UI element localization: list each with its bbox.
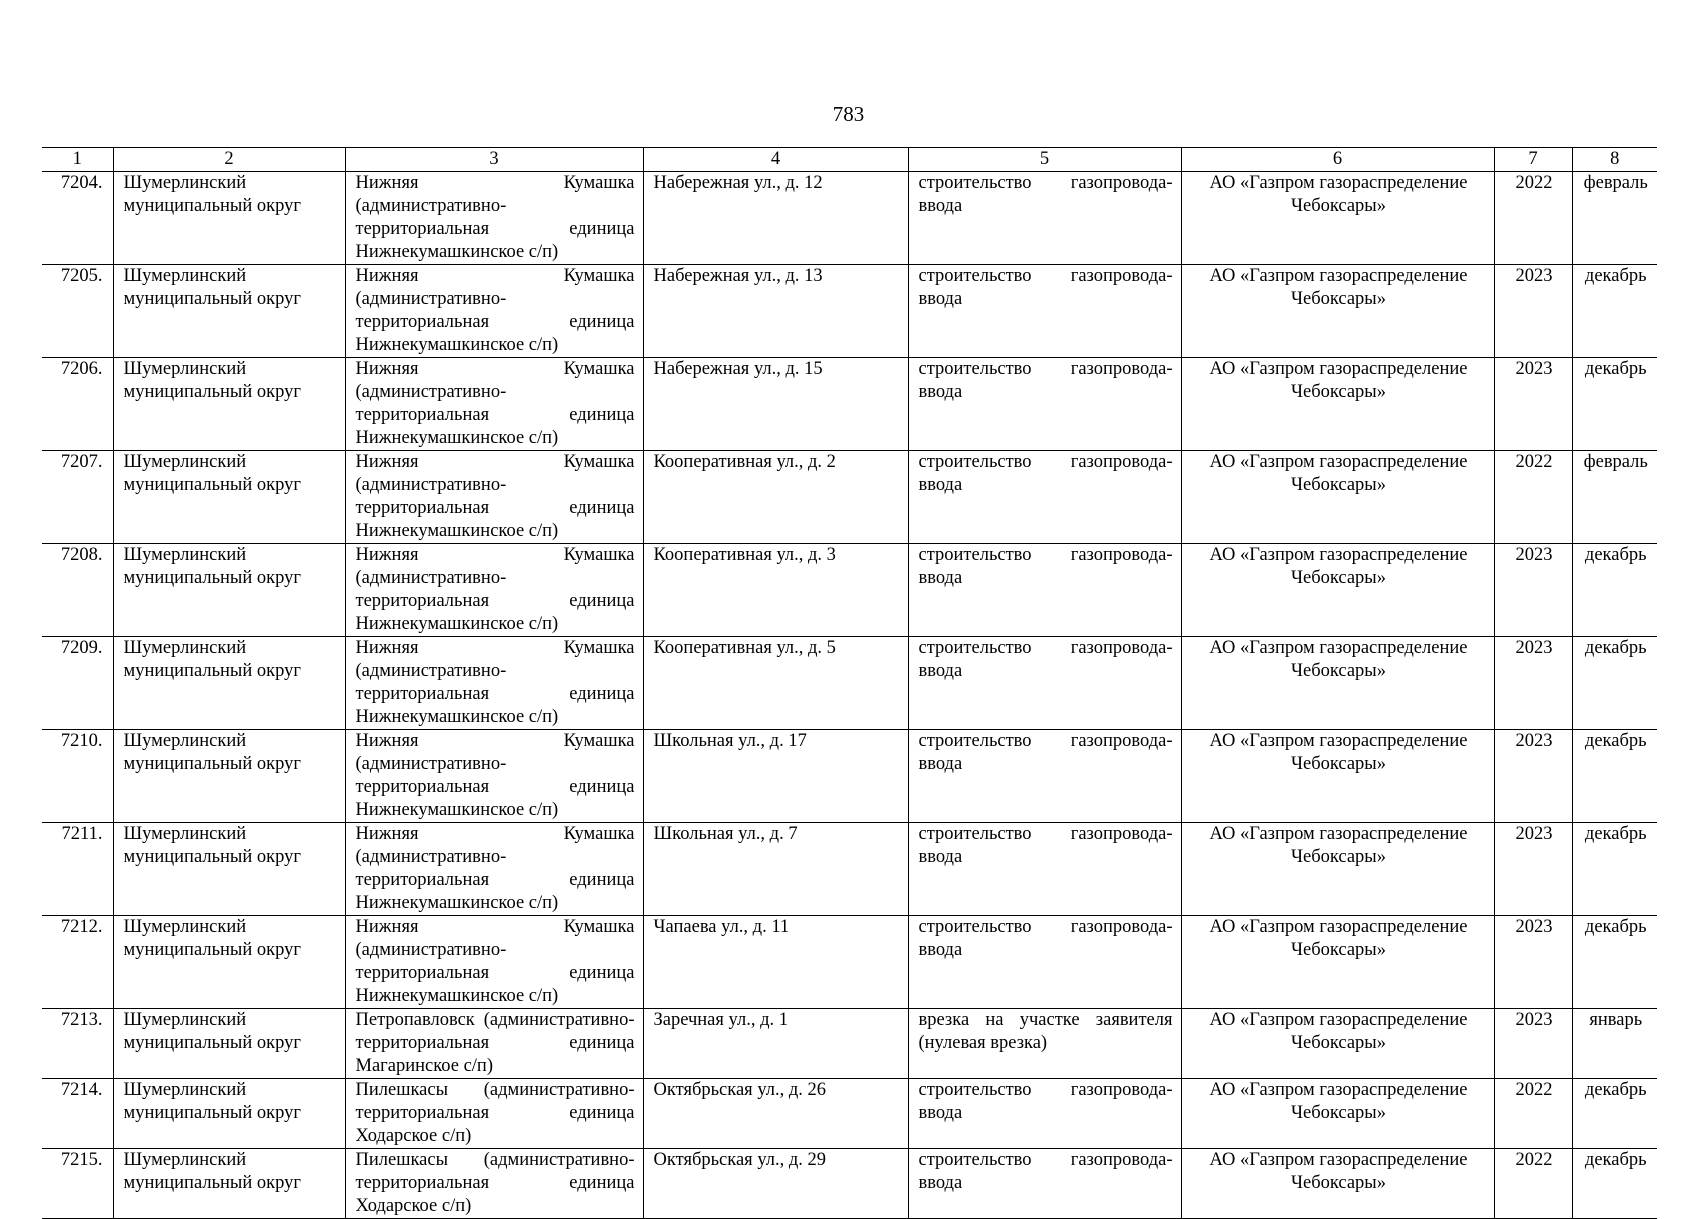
year-cell: 2023	[1494, 544, 1572, 637]
locality-cell: Пилешкасы (административно-территориальная единица Ходарское с/п)	[345, 1079, 643, 1149]
locality-cell: Петропавловск (административно-территориальная единица Магаринское с/п)	[345, 1009, 643, 1079]
locality-cell: Нижняя Кумашка (административно-территориальная единица Нижнекумашкинское с/п)	[345, 916, 643, 1009]
work-type-cell: врезка на участке заявителя (нулевая врезка)	[908, 1009, 1181, 1079]
address-cell: Набережная ул., д. 12	[643, 172, 908, 265]
row-number: 7212.	[42, 916, 113, 1009]
work-type-cell: строительство газопровода-ввода	[908, 265, 1181, 358]
month-cell: декабрь	[1572, 637, 1657, 730]
locality-cell: Нижняя Кумашка (административно-территориальная единица Нижнекумашкинское с/п)	[345, 172, 643, 265]
row-number: 7213.	[42, 1009, 113, 1079]
locality-cell: Пилешкасы (административно-территориальная единица Ходарское с/п)	[345, 1149, 643, 1219]
row-number: 7215.	[42, 1149, 113, 1219]
month-cell: февраль	[1572, 451, 1657, 544]
month-cell: декабрь	[1572, 1149, 1657, 1219]
locality-cell: Нижняя Кумашка (административно-территориальная единица Нижнекумашкинское с/п)	[345, 544, 643, 637]
organization-cell: АО «Газпром газораспределение Чебоксары»	[1181, 265, 1494, 358]
district-cell: Шумерлинский муниципальный округ	[113, 730, 345, 823]
table-row	[42, 265, 1657, 358]
year-cell: 2023	[1494, 265, 1572, 358]
month-cell: февраль	[1572, 172, 1657, 265]
year-cell: 2023	[1494, 730, 1572, 823]
district-cell: Шумерлинский муниципальный округ	[113, 451, 345, 544]
locality-cell: Нижняя Кумашка (административно-территориальная единица Нижнекумашкинское с/п)	[345, 358, 643, 451]
district-cell: Шумерлинский муниципальный округ	[113, 172, 345, 265]
work-type-cell: строительство газопровода-ввода	[908, 823, 1181, 916]
work-type-cell: строительство газопровода-ввода	[908, 1079, 1181, 1149]
district-cell: Шумерлинский муниципальный округ	[113, 916, 345, 1009]
table-row	[42, 172, 1657, 265]
table-row	[42, 730, 1657, 823]
header-row	[42, 148, 1657, 172]
organization-cell: АО «Газпром газораспределение Чебоксары»	[1181, 730, 1494, 823]
address-cell: Кооперативная ул., д. 5	[643, 637, 908, 730]
district-cell: Шумерлинский муниципальный округ	[113, 265, 345, 358]
organization-cell: АО «Газпром газораспределение Чебоксары»	[1181, 1149, 1494, 1219]
column-header: 1	[42, 148, 113, 172]
district-cell: Шумерлинский муниципальный округ	[113, 637, 345, 730]
address-cell: Школьная ул., д. 7	[643, 823, 908, 916]
address-cell: Октябрьская ул., д. 29	[643, 1149, 908, 1219]
organization-cell: АО «Газпром газораспределение Чебоксары»	[1181, 1009, 1494, 1079]
district-cell: Шумерлинский муниципальный округ	[113, 1149, 345, 1219]
work-type-cell: строительство газопровода-ввода	[908, 637, 1181, 730]
row-number: 7211.	[42, 823, 113, 916]
table-row	[42, 544, 1657, 637]
row-number: 7206.	[42, 358, 113, 451]
locality-cell: Нижняя Кумашка (административно-территориальная единица Нижнекумашкинское с/п)	[345, 265, 643, 358]
month-cell: декабрь	[1572, 730, 1657, 823]
registry-table	[42, 147, 1657, 1219]
district-cell: Шумерлинский муниципальный округ	[113, 1009, 345, 1079]
locality-cell: Нижняя Кумашка (административно-территориальная единица Нижнекумашкинское с/п)	[345, 823, 643, 916]
row-number: 7210.	[42, 730, 113, 823]
column-header: 6	[1181, 148, 1494, 172]
organization-cell: АО «Газпром газораспределение Чебоксары»	[1181, 916, 1494, 1009]
district-cell: Шумерлинский муниципальный округ	[113, 1079, 345, 1149]
month-cell: декабрь	[1572, 823, 1657, 916]
work-type-cell: строительство газопровода-ввода	[908, 916, 1181, 1009]
address-cell: Кооперативная ул., д. 3	[643, 544, 908, 637]
table-row	[42, 1009, 1657, 1079]
address-cell: Октябрьская ул., д. 26	[643, 1079, 908, 1149]
organization-cell: АО «Газпром газораспределение Чебоксары»	[1181, 358, 1494, 451]
column-header: 3	[345, 148, 643, 172]
row-number: 7204.	[42, 172, 113, 265]
organization-cell: АО «Газпром газораспределение Чебоксары»	[1181, 637, 1494, 730]
year-cell: 2022	[1494, 1079, 1572, 1149]
work-type-cell: строительство газопровода-ввода	[908, 172, 1181, 265]
address-cell: Школьная ул., д. 17	[643, 730, 908, 823]
month-cell: декабрь	[1572, 265, 1657, 358]
table-row	[42, 358, 1657, 451]
work-type-cell: строительство газопровода-ввода	[908, 730, 1181, 823]
year-cell: 2023	[1494, 358, 1572, 451]
organization-cell: АО «Газпром газораспределение Чебоксары»	[1181, 172, 1494, 265]
organization-cell: АО «Газпром газораспределение Чебоксары»	[1181, 544, 1494, 637]
organization-cell: АО «Газпром газораспределение Чебоксары»	[1181, 823, 1494, 916]
year-cell: 2022	[1494, 451, 1572, 544]
address-cell: Кооперативная ул., д. 2	[643, 451, 908, 544]
month-cell: декабрь	[1572, 544, 1657, 637]
address-cell: Набережная ул., д. 13	[643, 265, 908, 358]
row-number: 7205.	[42, 265, 113, 358]
district-cell: Шумерлинский муниципальный округ	[113, 544, 345, 637]
column-header: 7	[1494, 148, 1572, 172]
page-number: 783	[832, 102, 865, 126]
year-cell: 2023	[1494, 916, 1572, 1009]
organization-cell: АО «Газпром газораспределение Чебоксары»	[1181, 451, 1494, 544]
year-cell: 2022	[1494, 172, 1572, 265]
year-cell: 2023	[1494, 823, 1572, 916]
table-row	[42, 637, 1657, 730]
address-cell: Заречная ул., д. 1	[643, 1009, 908, 1079]
locality-cell: Нижняя Кумашка (административно-территориальная единица Нижнекумашкинское с/п)	[345, 451, 643, 544]
table-row	[42, 916, 1657, 1009]
month-cell: декабрь	[1572, 1079, 1657, 1149]
locality-cell: Нижняя Кумашка (административно-территориальная единица Нижнекумашкинское с/п)	[345, 730, 643, 823]
month-cell: январь	[1572, 1009, 1657, 1079]
row-number: 7207.	[42, 451, 113, 544]
row-number: 7209.	[42, 637, 113, 730]
table-row	[42, 823, 1657, 916]
column-header: 5	[908, 148, 1181, 172]
column-header: 2	[113, 148, 345, 172]
year-cell: 2023	[1494, 637, 1572, 730]
locality-cell: Нижняя Кумашка (административно-территориальная единица Нижнекумашкинское с/п)	[345, 637, 643, 730]
row-number: 7214.	[42, 1079, 113, 1149]
district-cell: Шумерлинский муниципальный округ	[113, 823, 345, 916]
address-cell: Чапаева ул., д. 11	[643, 916, 908, 1009]
column-header: 4	[643, 148, 908, 172]
month-cell: декабрь	[1572, 916, 1657, 1009]
work-type-cell: строительство газопровода-ввода	[908, 1149, 1181, 1219]
address-cell: Набережная ул., д. 15	[643, 358, 908, 451]
district-cell: Шумерлинский муниципальный округ	[113, 358, 345, 451]
work-type-cell: строительство газопровода-ввода	[908, 358, 1181, 451]
organization-cell: АО «Газпром газораспределение Чебоксары»	[1181, 1079, 1494, 1149]
row-number: 7208.	[42, 544, 113, 637]
table-row	[42, 451, 1657, 544]
table-row	[42, 1079, 1657, 1149]
year-cell: 2023	[1494, 1009, 1572, 1079]
month-cell: декабрь	[1572, 358, 1657, 451]
year-cell: 2022	[1494, 1149, 1572, 1219]
work-type-cell: строительство газопровода-ввода	[908, 544, 1181, 637]
column-header: 8	[1572, 148, 1657, 172]
work-type-cell: строительство газопровода-ввода	[908, 451, 1181, 544]
table-row	[42, 1149, 1657, 1219]
